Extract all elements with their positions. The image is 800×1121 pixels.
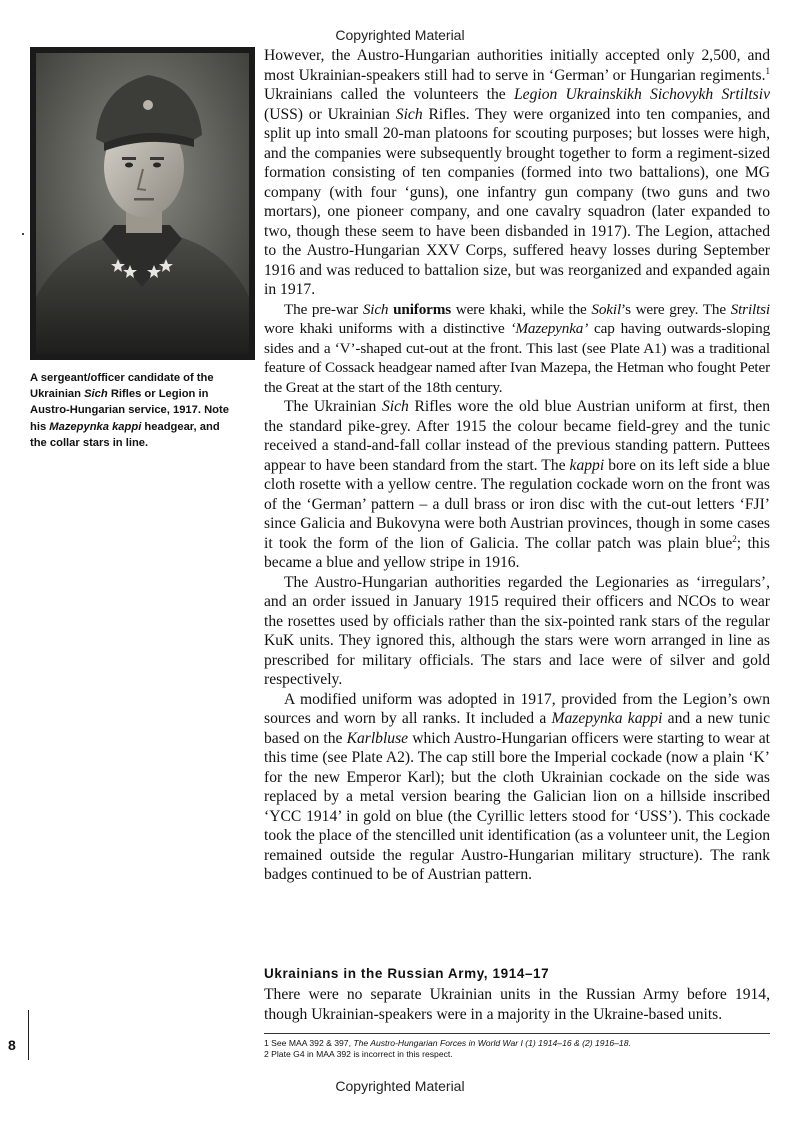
text-run: (USS) or Ukrainian <box>264 105 396 123</box>
margin-rule <box>28 1010 29 1060</box>
text-run: The pre-war <box>284 300 363 318</box>
footnote-ref-2: 2 <box>732 533 737 544</box>
text-run: Rifles wore the old blue Austrian uniform at first, then the standard pike-grey. After 1915 the colour became field-grey and the tunic received a stand-and-fall collar instead of the previous standing pattern. Puttees appear to have been standard from the start. The <box>264 398 770 474</box>
text-run: bore on its left side a blue cloth rosette with a yellow centre. The regulation cockade worn on the front was of the ‘German’ pattern – a dull brass or iron disc with the cut-out letters ‘FJI’ since Galicia and Bukovyna were both Austrian provinces, though in some cases it took the form of the lion of Galicia. The collar patch was plain blue <box>264 456 770 552</box>
text-run: which Austro-Hungarian officers were starting to wear at this time (see Plate A2). The cap still bore the Imperial cockade (now a plain ‘K’ for the new Emperor Karl); but the cloth Ukrainian cockade on the side was replaced by a metal version bearing the Galician lion on a hillside inscribed ‘YCC 1914’ in gold on blue (the Cyrillic letters stood for ‘USS’). This cockade took the place of the stencilled unit identification (as a volunteer unit, the Legion remained outside the regular Austro-Hungarian military structure). The rank badges continued to be of Austrian pattern. <box>264 729 770 883</box>
italic-run: Legion Ukrainskikh Sichovykh Srtiltsiv <box>513 86 771 103</box>
text-run: were khaki, while the <box>451 300 592 318</box>
text-run: A modified uniform was adopted in 1917, provided from the Legion’s own sources and worn by all ranks. It included a <box>264 690 770 727</box>
text-run: Ukrainians called the volunteers the <box>264 86 514 103</box>
section-heading: Ukrainians in the Russian Army, 1914–17 <box>264 966 550 981</box>
footnote-text: 1 See MAA 392 & 397, <box>264 1038 354 1048</box>
italic-run: ‘Mazepynka’ <box>510 320 589 337</box>
paragraph-4: The Austro-Hungarian authorities regarded the Legionaries as ‘irregulars’, and an order issued in January 1915 required their officers and NCOs to wear the rosettes used by officials rather than the six-pointed rank stars of the regular KuK units. They ignored this, although the stars were worn arranged in line as prescribed for military officials. The stars and lace were of silver and gold respectively. <box>264 573 770 688</box>
text-run: cap having outwards-sloping sides and a ‘V’-shaped cut-out at the front. This last (see Plate A1) was a traditional feature of Cossack headgear named after Ivan Mazepa, the Hetman who fought Peter the Great at the start of the 18th century. <box>264 320 771 396</box>
photo-caption <box>30 370 230 451</box>
caption-text: Rifles or Legion in Austro-Hungarian service, 1917. Note his <box>30 388 229 433</box>
body-text <box>264 46 770 885</box>
italic-run: kappi <box>569 456 605 474</box>
italic-run: Sich <box>395 105 423 123</box>
italic-run: Sokil <box>591 300 622 318</box>
text-run: However, the Austro-Hungarian authorities initially accepted only 2,500, and most Ukrainian-speakers still had to serve in ‘German’ or Hungarian regiments. <box>264 47 770 84</box>
footnotes <box>264 1038 770 1060</box>
caption-italic-kappi: Mazepynka kappi <box>49 420 142 433</box>
caption-text: headgear, and the collar stars in line. <box>30 420 220 449</box>
italic-run: Sich <box>381 398 409 415</box>
paragraph-5 <box>264 690 770 885</box>
copyright-watermark-top: Copyrighted Material <box>335 27 465 43</box>
italic-run: Mazepynka kappi <box>551 710 663 727</box>
text-run: Rifles. They were organized into ten companies, and split up into small 20-man platoons for scouting purposes; but losses were high, and the companies were subsequently brought together to form a regiment-sized formation consisting of ten companies (formed into two battalions), one MG company (with four ‘guns), one infantry gun company (two guns and two mortars), one pioneer company, and one cavalry squadron (later expanded to two, though these seem to have been disbanded in 1917). The Legion, attached to the Austro-Hungarian XXV Corps, suffered heavy losses during September 1916 and was reduced to battalion size, but was reorganized and expanded again in 1917. <box>264 105 770 298</box>
text-run: and a new tunic based on the <box>264 710 770 747</box>
section-paragraph: There were no separate Ukrainian units in the Russian Army before 1914, though Ukrainian-speakers were in a majority in the Ukraine-based units. <box>264 986 770 1023</box>
text-run: The Ukrainian <box>284 398 382 415</box>
page-number: 8 <box>8 1037 16 1053</box>
text-run: wore khaki uniforms with a distinctive <box>264 320 511 337</box>
footnote-1 <box>264 1038 770 1049</box>
caption-italic-sich: Sich <box>84 388 108 401</box>
paragraph-3 <box>264 397 770 573</box>
copyright-watermark-bottom: Copyrighted Material <box>335 1078 465 1094</box>
margin-mark <box>22 233 24 235</box>
footnote-2: 2 Plate G4 in MAA 392 is incorrect in this respect. <box>264 1049 453 1059</box>
footnote-divider <box>264 1033 770 1034</box>
italic-run: Striltsi <box>730 300 770 318</box>
caption-text: A sergeant/officer candidate of the Ukrainian <box>30 372 214 401</box>
footnote-ref-1: 1 <box>765 65 770 76</box>
text-run: ’s were grey. The <box>621 300 731 318</box>
paragraph-2 <box>264 300 770 398</box>
italic-run: Karlbluse <box>346 729 409 747</box>
paragraph-1 <box>264 46 770 300</box>
footnote-italic: The Austro-Hungarian Forces in World War I (1) 1914–16 & (2) 1916–18. <box>353 1038 631 1048</box>
soldier-photograph <box>30 47 255 360</box>
bold-run: uniforms <box>393 300 452 318</box>
italic-run: Sich <box>362 300 389 318</box>
text-run: ; this became a blue and yellow stripe in 1916. <box>264 534 771 571</box>
